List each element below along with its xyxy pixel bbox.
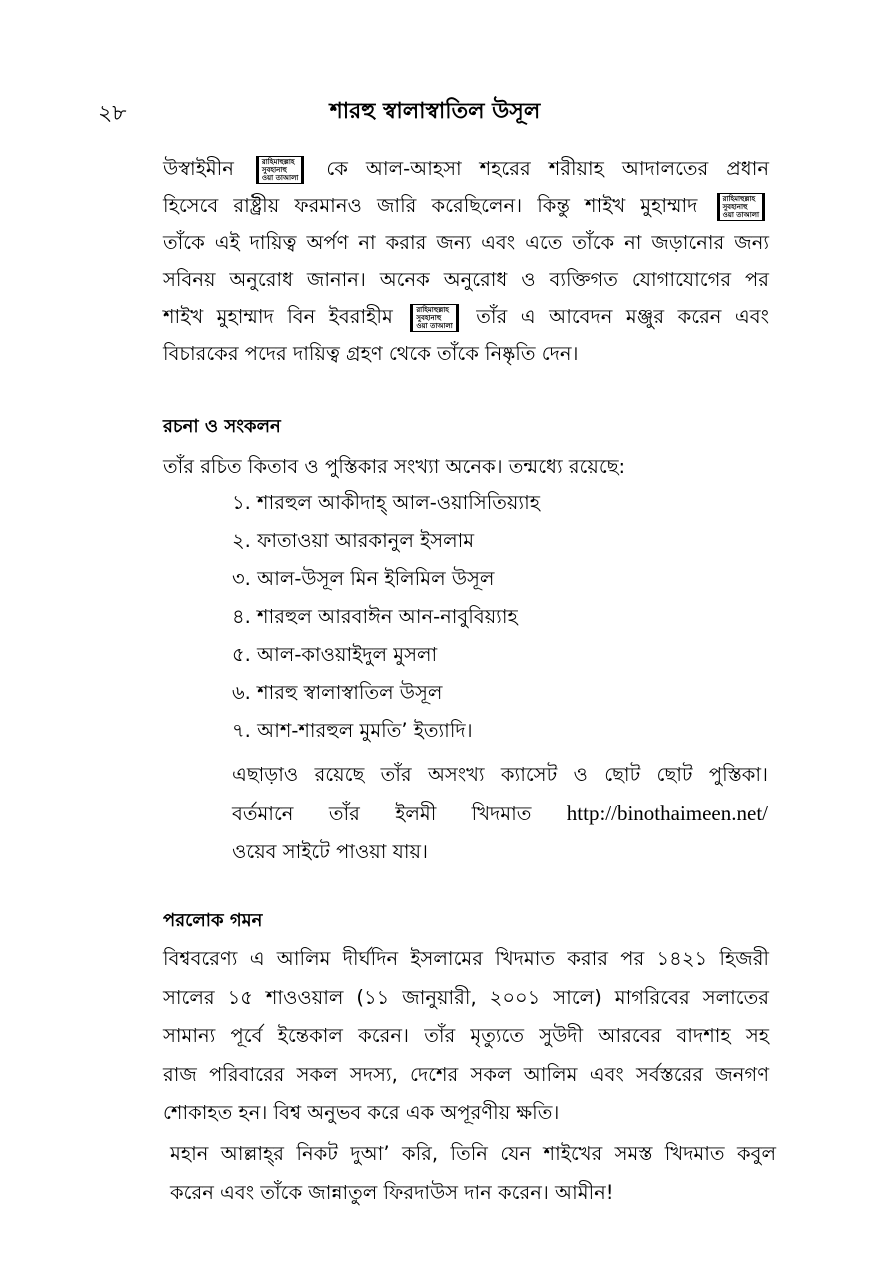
- website-link[interactable]: http://binothaimeen.net/: [566, 801, 768, 825]
- page-number: ২৮: [98, 101, 127, 126]
- works-list: [232, 484, 772, 750]
- list-item: ৩. আল-উসূল মিন ইলিমিল উসূল: [232, 567, 495, 590]
- intro-line: সবিনয় অনুরোধ জানান। অনেক অনুরোধ ও ব্যক্তিগত যোগাযোগের পর: [163, 268, 769, 291]
- death-paragraph: [163, 940, 769, 1133]
- prayer-line: করেন এবং তাঁকে জান্নাতুল ফিরদাউস দান করেন। আমীন!: [170, 1181, 614, 1204]
- list-item: ৫. আল-কাওয়াইদুল মুসলা: [232, 643, 438, 666]
- death-heading: পরলোক গমন: [163, 910, 263, 931]
- death-line: রাজ পরিবারের সকল সদস্য, দেশের সকল আলিম এবং সর্বস্তরের জনগণ: [163, 1062, 769, 1086]
- list-item: ১. শারহুল আকীদাহ্ আল-ওয়াসিতিয়্যাহ: [232, 491, 540, 514]
- works-note-line: এছাড়াও রয়েছে তাঁর অসংখ্য ক্যাসেট ও ছোট ছোট পুস্তিকা।: [232, 763, 768, 786]
- list-item: ৭. আশ-শারহুল মুমতি’ ইত্যাদি।: [232, 719, 473, 742]
- works-note: [232, 756, 768, 871]
- works-note-line: ওয়েব সাইটে পাওয়া যায়।: [232, 840, 428, 863]
- intro-line: শাইখ মুহাম্মাদ বিন ইবরাহীম রাহিমাহুল্লাহ সুবহানাহু ওয়া তাআলা তাঁর এ আবেদন মঞ্জুর করেন এবং: [163, 305, 770, 330]
- prayer-line: মহান আল্লাহ্‌র নিকট দুআ’ করি, তিনি যেন শাইখের সমস্ত খিদমাত কবুল: [170, 1142, 776, 1165]
- death-line: সামান্য পূর্বে ইন্তেকাল করেন। তাঁর মৃত্যুতে সুউদী আরবের বাদশাহ সহ: [163, 1024, 769, 1047]
- honorific-seal: রাহিমাহুল্লাহ সুবহানাহু ওয়া তাআলা: [717, 193, 765, 221]
- works-note-line: বর্তমানে তাঁর ইলমী খিদমাত http://binothaimeen.net/: [232, 801, 768, 825]
- intro-line: হিসেবে রাষ্ট্রীয় ফরমানও জারি করেছিলেন। কিন্তু শাইখ মুহাম্মাদ রাহিমাহুল্লাহ সুবহানাহু ওয়া তাআলা: [163, 187, 769, 224]
- intro-line: উস্বাইমীন রাহিমাহুল্লাহ সুবহানাহু ওয়া তাআলা কে আল-আহসা শহরের শরীয়াহ আদালতের প্রধান: [163, 157, 770, 182]
- intro-line: তাঁকে এই দায়িত্ব অর্পণ না করার জন্য এবং এতে তাঁকে না জড়ানোর জন্য: [163, 231, 769, 254]
- death-line: বিশ্ববরেণ্য এ আলিম দীর্ঘদিন ইসলামের খিদমাত করার পর ১৪২১ হিজরী: [163, 947, 769, 970]
- death-line: শোকাহত হন। বিশ্ব অনুভব করে এক অপূরণীয় ক্ষতি।: [163, 1101, 560, 1124]
- list-item: ৪. শারহুল আরবাঈন আন-নাবুবিয়্যাহ: [232, 605, 518, 628]
- death-line: সালের ১৫ শাওওয়াল (১১ জানুয়ারী, ২০০১ সালে) মাগরিবের সলাতের: [163, 985, 769, 1009]
- intro-line: বিচারকের পদের দায়িত্ব গ্রহণ থেকে তাঁকে নিষ্কৃতি দেন।: [163, 342, 579, 365]
- intro-paragraph: [163, 150, 769, 372]
- honorific-seal: রাহিমাহুল্লাহ সুবহানাহু ওয়া তাআলা: [410, 304, 458, 332]
- page-header: [0, 92, 870, 132]
- works-heading: রচনা ও সংকলন: [163, 416, 281, 437]
- works-intro: তাঁর রচিত কিতাব ও পুস্তিকার সংখ্যা অনেক। তন্মধ্যে রয়েছে:: [163, 455, 626, 478]
- honorific-seal: রাহিমাহুল্লাহ সুবহানাহু ওয়া তাআলা: [256, 156, 304, 184]
- list-item: ২. ফাতাওয়া আরকানুল ইসলাম: [232, 529, 475, 552]
- list-item: ৬. শারহু স্বালাস্বাতিল উসূল: [232, 681, 443, 704]
- prayer-paragraph: [170, 1134, 776, 1212]
- running-title: শারহু স্বালাস্বাতিল উসূল: [329, 99, 541, 124]
